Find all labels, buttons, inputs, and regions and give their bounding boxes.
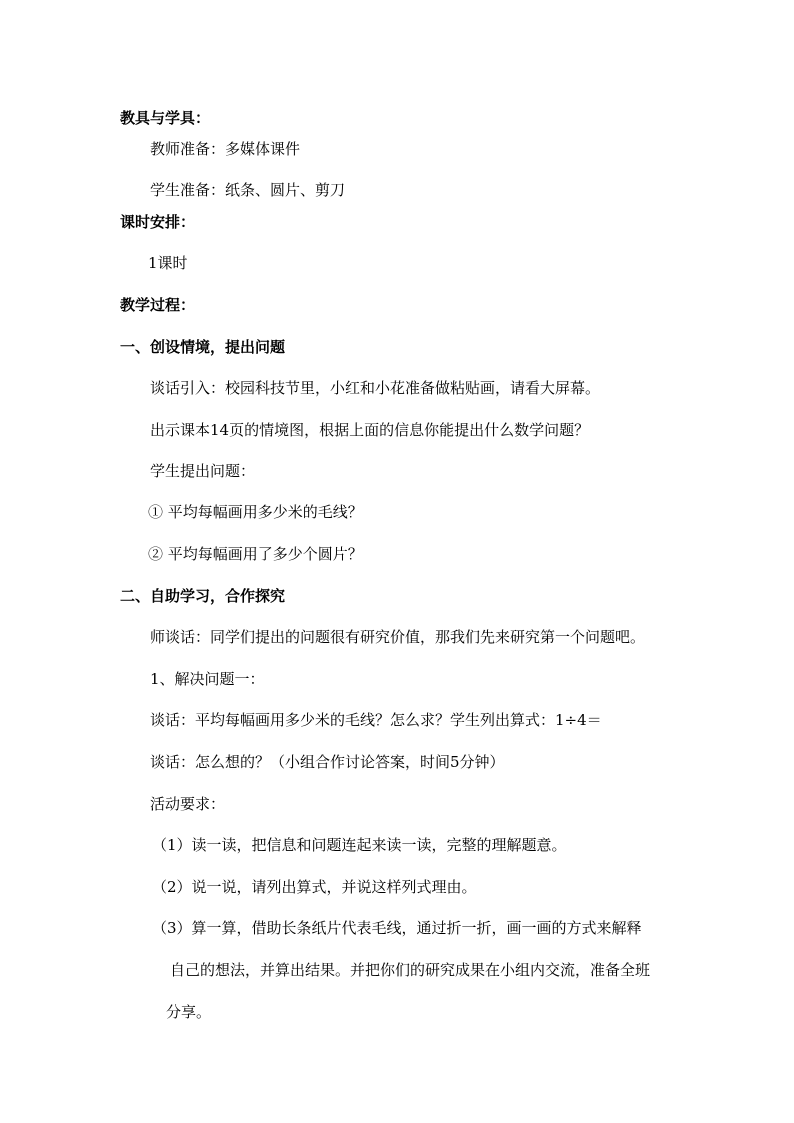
- activity-heading: 活动要求：: [150, 795, 226, 813]
- section2-heading: 二、自助学习，合作探究: [120, 587, 286, 605]
- section1-students-ask: 学生提出问题：: [150, 462, 256, 480]
- requirement-1: （1）读一读，把信息和问题连起来读一读，完整的理解题意。: [152, 836, 567, 854]
- requirement-3-line-1: （3）算一算，借助长条纸片代表毛线，通过折一折，画一画的方式来解释: [152, 919, 642, 937]
- section1-intro: 谈话引入：校园科技节里，小红和小花准备做粘贴画，请看大屏幕。: [150, 379, 601, 397]
- section2-teacher-talk: 师谈话：同学们提出的问题很有研究价值，那我们先来研究第一个问题吧。: [150, 628, 646, 646]
- section1-show: 出示课本14页的情境图，根据上面的信息你能提出什么数学问题？: [150, 421, 590, 439]
- materials-heading: 教具与学具：: [120, 109, 211, 127]
- teacher-preparation: 教师准备：多媒体课件: [150, 140, 301, 158]
- section1-heading: 一、创设情境，提出问题: [120, 338, 286, 356]
- requirement-2: （2）说一说，请列出算式，并说这样列式理由。: [152, 878, 477, 896]
- process-heading: 教学过程：: [120, 296, 196, 314]
- student-preparation: 学生准备：纸条、圆片、剪刀: [150, 181, 346, 199]
- question-1: ① 平均每幅画用多少米的毛线？: [148, 503, 363, 521]
- requirement-3-line-3: 分享。: [166, 1003, 212, 1021]
- schedule-heading: 课时安排：: [120, 213, 196, 231]
- section2-solve-1: 1、解决问题一：: [150, 670, 265, 688]
- section2-talk-2: 谈话：怎么想的？（小组合作讨论答案，时间5分钟）: [150, 753, 505, 771]
- section2-talk-1: 谈话：平均每幅画用多少米的毛线？怎么求？学生列出算式：1÷4＝: [150, 711, 602, 729]
- schedule-value: 1课时: [148, 254, 188, 272]
- requirement-3-line-2: 自己的想法，并算出结果。并把你们的研究成果在小组内交流，准备全班: [170, 961, 651, 979]
- question-2: ② 平均每幅画用了多少个圆片？: [148, 545, 363, 563]
